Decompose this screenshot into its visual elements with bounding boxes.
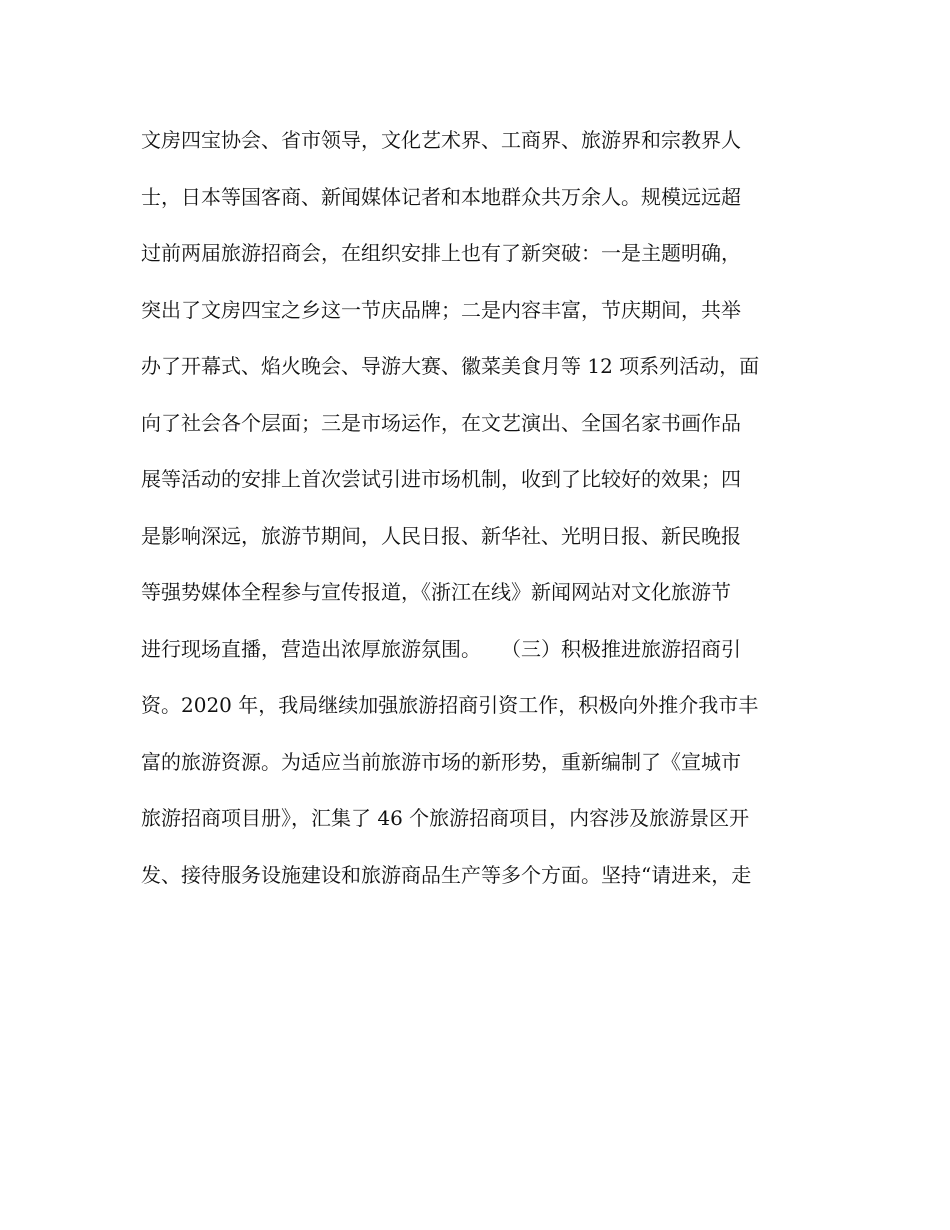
text-line-14: 发、接待服务设施建设和旅游商品生产等多个方面。坚持“请进来，走: [141, 862, 752, 887]
text-line-1: 文房四宝协会、省市领导，文化艺术界、工商界、旅游界和宗教界人: [141, 128, 741, 152]
text-line-13: 旅游招商项目册》，汇集了 46 个旅游招商项目，内容涉及旅游景区开: [141, 806, 750, 830]
text-line-9: 等强势媒体全程参与宣传报道，《浙江在线》新闻网站对文化旅游节: [141, 580, 731, 604]
text-line-12: 富的旅游资源。为适应当前旅游市场的新形势，重新编制了《宣城市: [141, 749, 741, 774]
text-line-8: 是影响深远，旅游节期间，人民日报、新华社、光明日报、新民晚报: [141, 523, 741, 548]
text-line-10: 进行现场直播，营造出浓厚旅游氛围。 （三）积极推进旅游招商引: [141, 636, 741, 661]
text-line-4: 突出了文房四宝之乡这一节庆品牌；二是内容丰富，节庆期间，共举: [141, 297, 741, 322]
text-line-2: 士，日本等国客商、新闻媒体记者和本地群众共万余人。规模远远超: [141, 184, 741, 209]
text-line-5: 办了开幕式、焰火晚会、导游大赛、徽菜美食月等 12 项系列活动，面: [141, 354, 760, 378]
body-text: [141, 120, 811, 911]
text-line-7: 展等活动的安排上首次尝试引进市场机制，收到了比较好的效果；四: [141, 467, 741, 491]
text-line-6: 向了社会各个层面；三是市场运作，在文艺演出、全国名家书画作品: [141, 410, 741, 435]
text-line-3: 过前两届旅游招商会，在组织安排上也有了新突破：一是主题明确，: [141, 241, 741, 265]
text-line-11: 资。2020 年，我局继续加强旅游招商引资工作，积极向外推介我市丰: [141, 693, 759, 717]
